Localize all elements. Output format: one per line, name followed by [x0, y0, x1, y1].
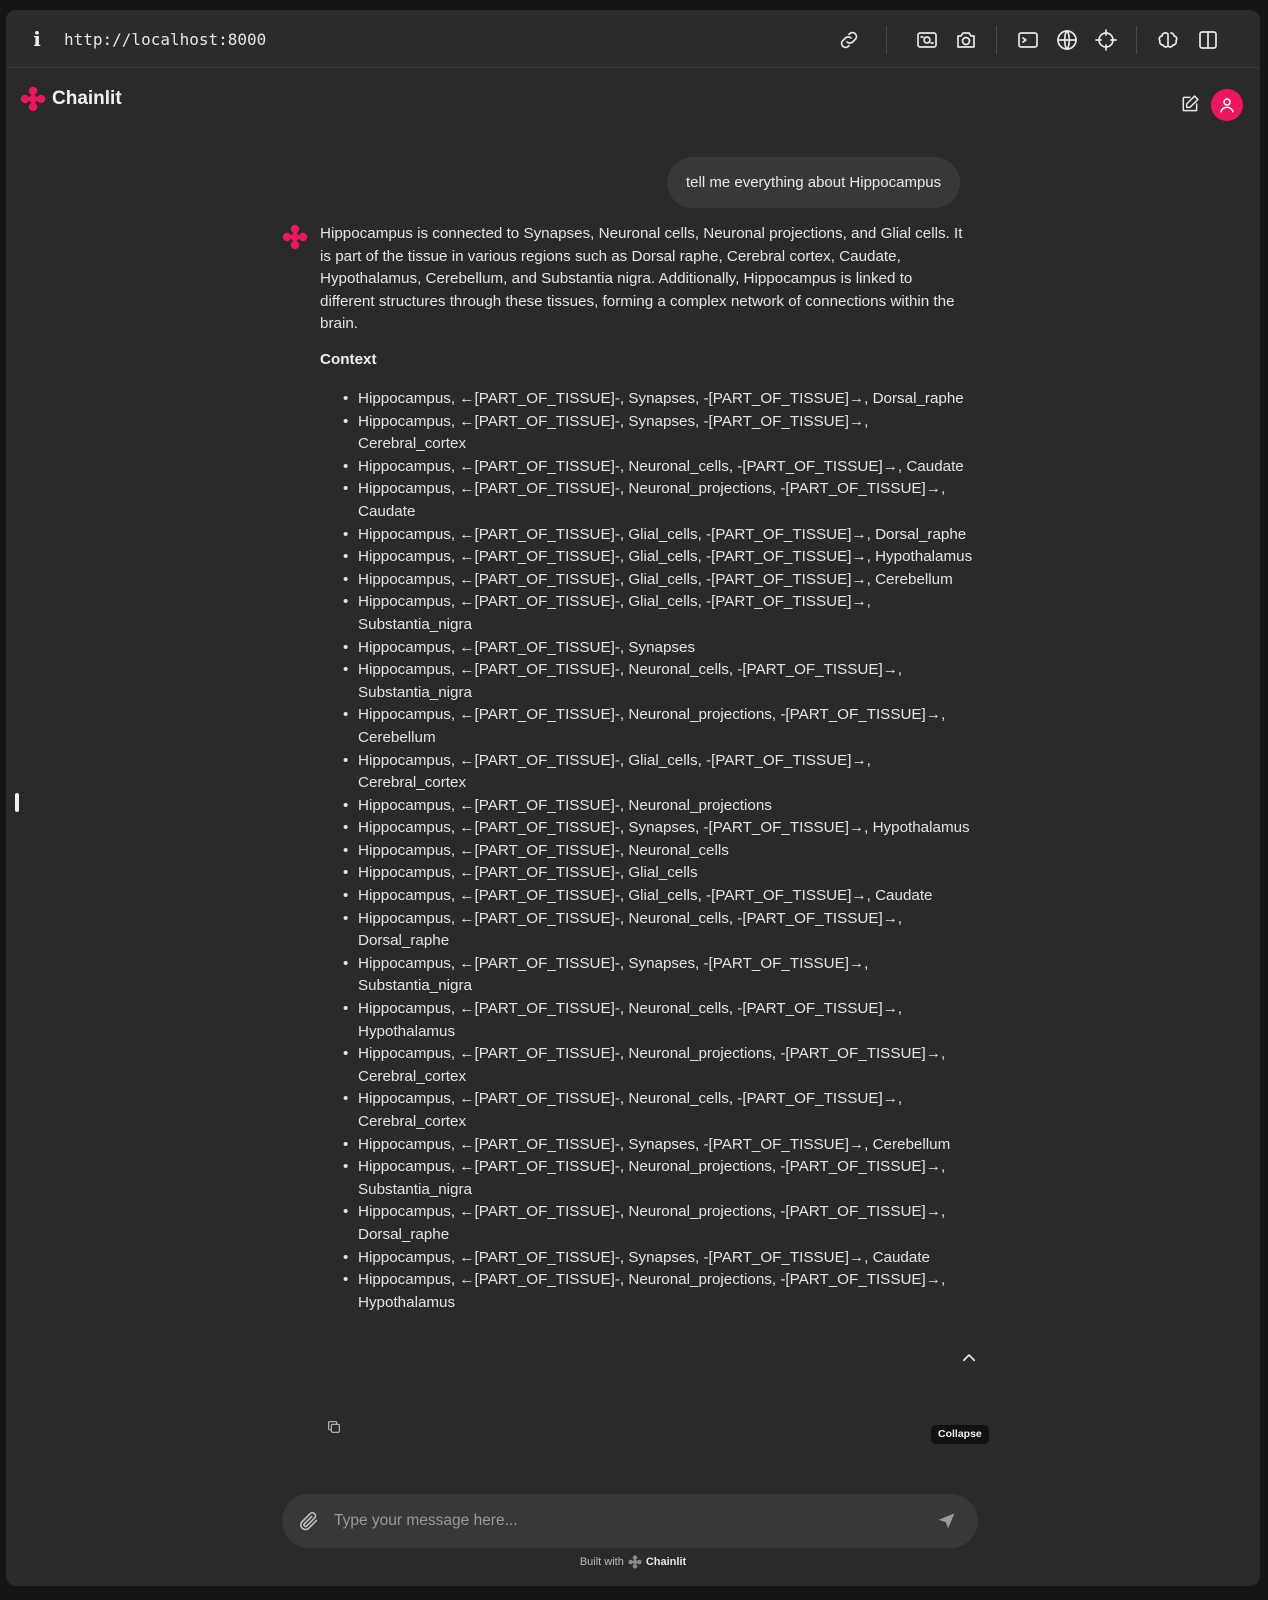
context-heading: Context [320, 351, 377, 368]
user-avatar[interactable] [1211, 89, 1243, 121]
camera-icon[interactable] [953, 27, 979, 53]
context-list-item: • Hippocampus, ←[PART_OF_TISSUE]-, Synapses, -[PART_OF_TISSUE]→, Cerebral_cortex [339, 411, 979, 456]
crosshair-icon[interactable] [1093, 27, 1119, 53]
context-list-item: • Hippocampus, ←[PART_OF_TISSUE]-, Neuronal_projections, -[PART_OF_TISSUE]→, Caudate [339, 478, 979, 523]
assistant-avatar-icon [282, 224, 308, 250]
context-list-item: • Hippocampus, ←[PART_OF_TISSUE]-, Glial_cells, -[PART_OF_TISSUE]→, Cerebral_cortex [339, 750, 979, 795]
context-list-item: • Hippocampus, ←[PART_OF_TISSUE]-, Neuronal_projections, -[PART_OF_TISSUE]→, Cerebellum [339, 704, 979, 749]
terminal-icon[interactable] [1015, 27, 1041, 53]
context-list-item: • Hippocampus, ←[PART_OF_TISSUE]-, Glial_cells, -[PART_OF_TISSUE]→, Substantia_nigra [339, 591, 979, 636]
context-list-item: • Hippocampus, ←[PART_OF_TISSUE]-, Synapses, -[PART_OF_TISSUE]→, Caudate [339, 1247, 979, 1270]
context-list-item: • Hippocampus, ←[PART_OF_TISSUE]-, Neuronal_cells, -[PART_OF_TISSUE]→, Dorsal_raphe [339, 908, 979, 953]
globe-icon[interactable] [1054, 27, 1080, 53]
context-list-item: • Hippocampus, ←[PART_OF_TISSUE]-, Neuronal_projections, -[PART_OF_TISSUE]→, Cerebral_cortex [339, 1043, 979, 1088]
context-list-item: • Hippocampus, ←[PART_OF_TISSUE]-, Neuronal_projections [339, 795, 979, 818]
context-list-item: • Hippocampus, ←[PART_OF_TISSUE]-, Neuronal_cells, -[PART_OF_TISSUE]→, Cerebral_cortex [339, 1088, 979, 1133]
context-list-item: • Hippocampus, ←[PART_OF_TISSUE]-, Glial_cells, -[PART_OF_TISSUE]→, Cerebellum [339, 569, 979, 592]
url-display[interactable]: http://localhost:8000 [64, 30, 267, 49]
collapse-chevron-up-icon[interactable] [960, 1349, 980, 1369]
context-list-item: • Hippocampus, ←[PART_OF_TISSUE]-, Glial_cells, -[PART_OF_TISSUE]→, Caudate [339, 885, 979, 908]
sidebar-resize-handle[interactable] [15, 793, 19, 812]
context-list-item: • Hippocampus, ←[PART_OF_TISSUE]-, Neuronal_cells, -[PART_OF_TISSUE]→, Caudate [339, 456, 979, 479]
built-with-footer[interactable] [6, 1555, 1260, 1569]
paperclip-icon[interactable] [298, 1510, 320, 1532]
context-list-item: • Hippocampus, ←[PART_OF_TISSUE]-, Neuronal_cells, -[PART_OF_TISSUE]→, Hypothalamus [339, 998, 979, 1043]
context-list-item: • Hippocampus, ←[PART_OF_TISSUE]-, Glial_cells [339, 862, 979, 885]
collapse-tooltip: Collapse [931, 1425, 989, 1444]
app-header [6, 68, 1260, 128]
address-bar [6, 10, 1260, 68]
toolbar-separator [1136, 26, 1137, 54]
context-list-item: • Hippocampus, ←[PART_OF_TISSUE]-, Synapses, -[PART_OF_TISSUE]→, Hypothalamus [339, 817, 979, 840]
context-list [339, 388, 979, 1314]
built-with-brand: Chainlit [645, 1556, 687, 1568]
info-icon[interactable]: i [33, 27, 41, 51]
context-list-item: • Hippocampus, ←[PART_OF_TISSUE]-, Synapses, -[PART_OF_TISSUE]→, Dorsal_raphe [339, 388, 979, 411]
context-list-item: • Hippocampus, ←[PART_OF_TISSUE]-, Neuronal_projections, -[PART_OF_TISSUE]→, Hypothalamus [339, 1269, 979, 1314]
message-input[interactable] [334, 1505, 914, 1537]
link-icon[interactable] [836, 27, 862, 53]
context-list-item: • Hippocampus, ←[PART_OF_TISSUE]-, Neuronal_cells, -[PART_OF_TISSUE]→, Substantia_nigra [339, 659, 979, 704]
built-with-label: Built with [579, 1556, 624, 1568]
chainlit-logo-icon [20, 86, 46, 112]
context-list-item: • Hippocampus, ←[PART_OF_TISSUE]-, Glial_cells, -[PART_OF_TISSUE]→, Dorsal_raphe [339, 524, 979, 547]
send-icon[interactable] [937, 1511, 957, 1531]
browser-window [6, 10, 1260, 1586]
user-icon [1218, 96, 1236, 114]
brain-icon[interactable] [1155, 27, 1181, 53]
chainlit-small-logo-icon [628, 1555, 642, 1569]
split-view-icon[interactable] [1195, 27, 1221, 53]
app-logo[interactable] [20, 86, 122, 112]
context-list-item: • Hippocampus, ←[PART_OF_TISSUE]-, Neuronal_cells [339, 840, 979, 863]
context-list-item: • Hippocampus, ←[PART_OF_TISSUE]-, Synapses, -[PART_OF_TISSUE]→, Substantia_nigra [339, 953, 979, 998]
assistant-answer: Hippocampus is connected to Synapses, Neuronal cells, Neuronal projections, and Glial cells. It is part of the tissue in various regions such as Dorsal raphe, Cerebral cortex, Caudate, Hypothalamus, Cerebellum, and Substantia nigra. Additionally, Hippocampus is linked to different structures through these tissues, forming a complex network of connections within the brain. [320, 225, 963, 333]
message-composer [282, 1494, 978, 1548]
context-list-item: • Hippocampus, ←[PART_OF_TISSUE]-, Glial_cells, -[PART_OF_TISSUE]→, Hypothalamus [339, 546, 979, 569]
context-list-item: • Hippocampus, ←[PART_OF_TISSUE]-, Neuronal_projections, -[PART_OF_TISSUE]→, Substantia_nigra [339, 1156, 979, 1201]
context-list-item: • Hippocampus, ←[PART_OF_TISSUE]-, Neuronal_projections, -[PART_OF_TISSUE]→, Dorsal_raphe [339, 1201, 979, 1246]
toolbar-separator [886, 26, 887, 54]
toolbar-separator [996, 26, 997, 54]
new-chat-icon[interactable] [1180, 94, 1202, 116]
context-list-item: • Hippocampus, ←[PART_OF_TISSUE]-, Synapses, -[PART_OF_TISSUE]→, Cerebellum [339, 1134, 979, 1157]
app-name: Chainlit [52, 88, 122, 109]
copy-icon[interactable] [326, 1419, 344, 1437]
user-message-bubble: tell me everything about Hippocampus [667, 157, 960, 208]
screenshot-region-icon[interactable] [914, 27, 940, 53]
context-list-item: • Hippocampus, ←[PART_OF_TISSUE]-, Synapses [339, 637, 979, 660]
